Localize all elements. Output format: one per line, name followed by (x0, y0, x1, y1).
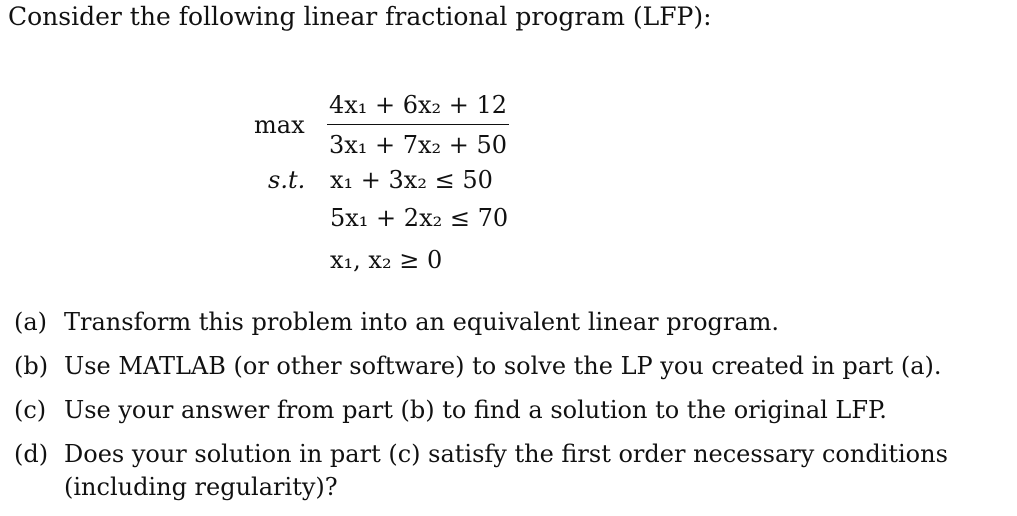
objective-fraction (327, 88, 509, 162)
part-d (14, 438, 1014, 504)
part-letter: (a) (14, 308, 48, 336)
part-b (14, 350, 1014, 383)
question-parts (14, 306, 1014, 515)
part-c (14, 394, 1014, 427)
fraction-bar (327, 124, 509, 125)
objective-label: max (254, 111, 305, 139)
constraint-2: 5x₁ + 2x₂ ≤ 70 (330, 204, 509, 232)
constraint-nonnegativity: x₁, x₂ ≥ 0 (330, 246, 443, 274)
objective-denominator: 3x₁ + 7x₂ + 50 (328, 131, 508, 159)
part-letter: (c) (14, 396, 47, 424)
problem-intro: Consider the following linear fractional program (LFP): (8, 2, 712, 31)
part-text: Does your solution in part (c) satisfy the first order necessary conditions (including regularity)? (64, 440, 948, 501)
part-text: Transform this problem into an equivalent linear program. (64, 308, 780, 336)
part-letter: (b) (14, 352, 49, 380)
part-letter: (d) (14, 440, 49, 468)
constraint-1: x₁ + 3x₂ ≤ 50 (330, 166, 493, 194)
part-a (14, 306, 1014, 339)
part-text: Use your answer from part (b) to find a solution to the original LFP. (64, 396, 887, 424)
objective-numerator: 4x₁ + 6x₂ + 12 (328, 91, 508, 119)
constraints-label: s.t. (268, 166, 306, 194)
part-text: Use MATLAB (or other software) to solve the LP you created in part (a). (64, 352, 942, 380)
